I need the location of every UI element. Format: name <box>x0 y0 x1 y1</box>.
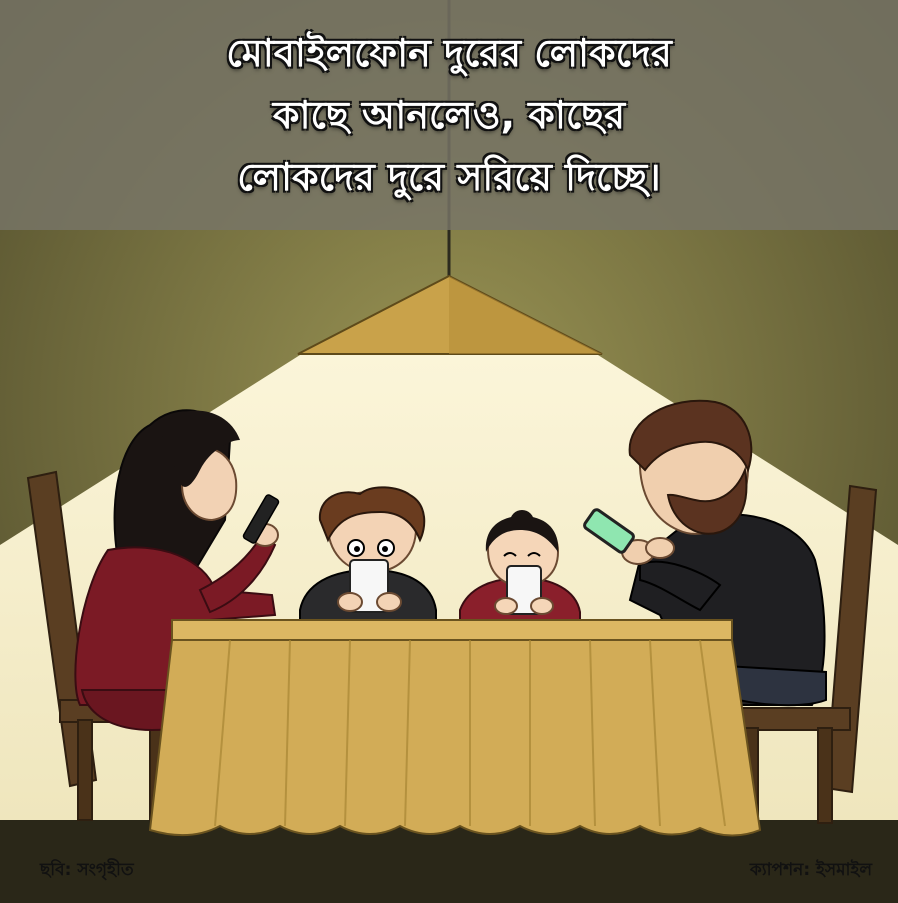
quote-line: কাছে আনলেও, কাছের <box>272 93 626 137</box>
quote-line: মোবাইলফোন দুরের লোকদের <box>226 31 672 75</box>
dining-table <box>150 620 760 836</box>
quote-text <box>40 22 858 208</box>
quote-line: লোকদের দুরে সরিয়ে দিচ্ছে। <box>237 155 661 199</box>
photo-credit: ছবি: সংগৃহীত <box>40 860 134 880</box>
caption-credit: ক্যাপশন: ইসমাইল <box>749 860 872 880</box>
